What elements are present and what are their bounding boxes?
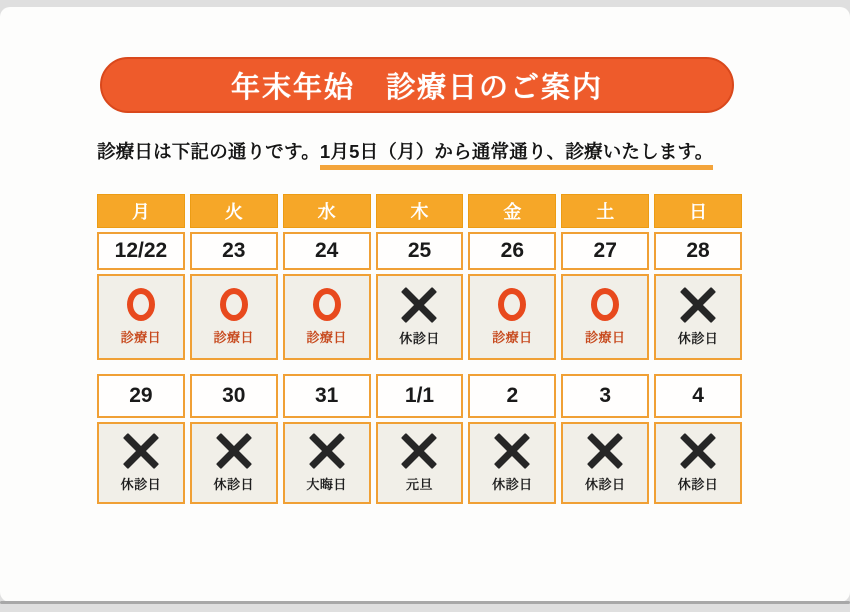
weekday-cell: 金 bbox=[468, 194, 556, 228]
page-title bbox=[100, 57, 734, 113]
status-label: 診療日 bbox=[213, 330, 255, 345]
date-cell: 29 bbox=[97, 374, 185, 418]
open-circle-icon bbox=[313, 288, 341, 321]
status-label: 休診日 bbox=[399, 330, 440, 346]
status-label: 休診日 bbox=[213, 476, 255, 492]
week2-dates-row bbox=[97, 374, 742, 418]
date-cell: 26 bbox=[468, 232, 556, 270]
weekday-header-row bbox=[97, 194, 742, 228]
closed-cross-icon bbox=[587, 434, 623, 468]
open-circle-icon bbox=[127, 288, 155, 321]
date-cell: 25 bbox=[376, 232, 464, 270]
status-cell bbox=[283, 422, 371, 504]
status-label: 休診日 bbox=[584, 476, 626, 492]
closed-cross-icon bbox=[309, 434, 345, 468]
weekday-cell: 土 bbox=[561, 194, 649, 228]
status-label: 診療日 bbox=[306, 330, 347, 345]
status-cell bbox=[97, 422, 185, 504]
notice-plain-text: 診療日は下記の通りです。 bbox=[97, 141, 320, 162]
status-cell bbox=[654, 274, 742, 360]
status-label: 診療日 bbox=[492, 330, 533, 345]
date-cell: 4 bbox=[654, 374, 742, 418]
weekday-cell: 木 bbox=[376, 194, 464, 228]
weekday-cell: 日 bbox=[654, 194, 742, 228]
status-label: 休診日 bbox=[120, 476, 162, 492]
status-cell bbox=[376, 422, 464, 504]
page-title-text: 年末年始 診療日のご案内 bbox=[230, 71, 603, 104]
date-cell: 31 bbox=[283, 374, 371, 418]
status-label: 休診日 bbox=[492, 476, 533, 492]
weekday-cell: 月 bbox=[97, 194, 185, 228]
status-label: 診療日 bbox=[120, 330, 162, 345]
status-label: 休診日 bbox=[677, 476, 719, 492]
table-gap bbox=[97, 364, 742, 374]
status-cell bbox=[97, 274, 185, 360]
date-cell: 2 bbox=[468, 374, 556, 418]
schedule-calendar bbox=[97, 194, 742, 504]
week1-status-row bbox=[97, 274, 742, 360]
status-cell bbox=[468, 274, 556, 360]
paper-sheet bbox=[0, 7, 850, 602]
date-cell: 12/22 bbox=[97, 232, 185, 270]
status-cell bbox=[561, 274, 649, 360]
weekday-cell: 水 bbox=[283, 194, 371, 228]
notice-underlined-text: 1月5日（月）から通常通り、診療いたします。 bbox=[320, 141, 714, 170]
closed-cross-icon bbox=[123, 434, 159, 468]
scan-bottom-edge bbox=[0, 601, 850, 604]
date-cell: 28 bbox=[654, 232, 742, 270]
closed-cross-icon bbox=[680, 288, 716, 322]
closed-cross-icon bbox=[680, 434, 716, 468]
status-cell bbox=[468, 422, 556, 504]
status-cell bbox=[190, 274, 278, 360]
status-label: 診療日 bbox=[584, 330, 626, 345]
week2-status-row bbox=[97, 422, 742, 504]
status-cell bbox=[376, 274, 464, 360]
status-cell bbox=[654, 422, 742, 504]
date-cell: 1/1 bbox=[376, 374, 464, 418]
open-circle-icon bbox=[220, 288, 248, 321]
date-cell: 24 bbox=[283, 232, 371, 270]
date-cell: 3 bbox=[561, 374, 649, 418]
status-cell bbox=[561, 422, 649, 504]
date-cell: 23 bbox=[190, 232, 278, 270]
status-cell bbox=[190, 422, 278, 504]
date-cell: 27 bbox=[561, 232, 649, 270]
closed-cross-icon bbox=[494, 434, 530, 468]
open-circle-icon bbox=[591, 288, 619, 321]
status-cell bbox=[283, 274, 371, 360]
weekday-cell: 火 bbox=[190, 194, 278, 228]
status-label: 大晦日 bbox=[306, 476, 347, 492]
closed-cross-icon bbox=[401, 288, 437, 322]
week1-dates-row bbox=[97, 232, 742, 270]
closed-cross-icon bbox=[216, 434, 252, 468]
date-cell: 30 bbox=[190, 374, 278, 418]
closed-cross-icon bbox=[401, 434, 437, 468]
status-label: 元旦 bbox=[405, 476, 433, 492]
notice-line bbox=[97, 138, 742, 164]
status-label: 休診日 bbox=[677, 330, 719, 346]
open-circle-icon bbox=[498, 288, 526, 321]
